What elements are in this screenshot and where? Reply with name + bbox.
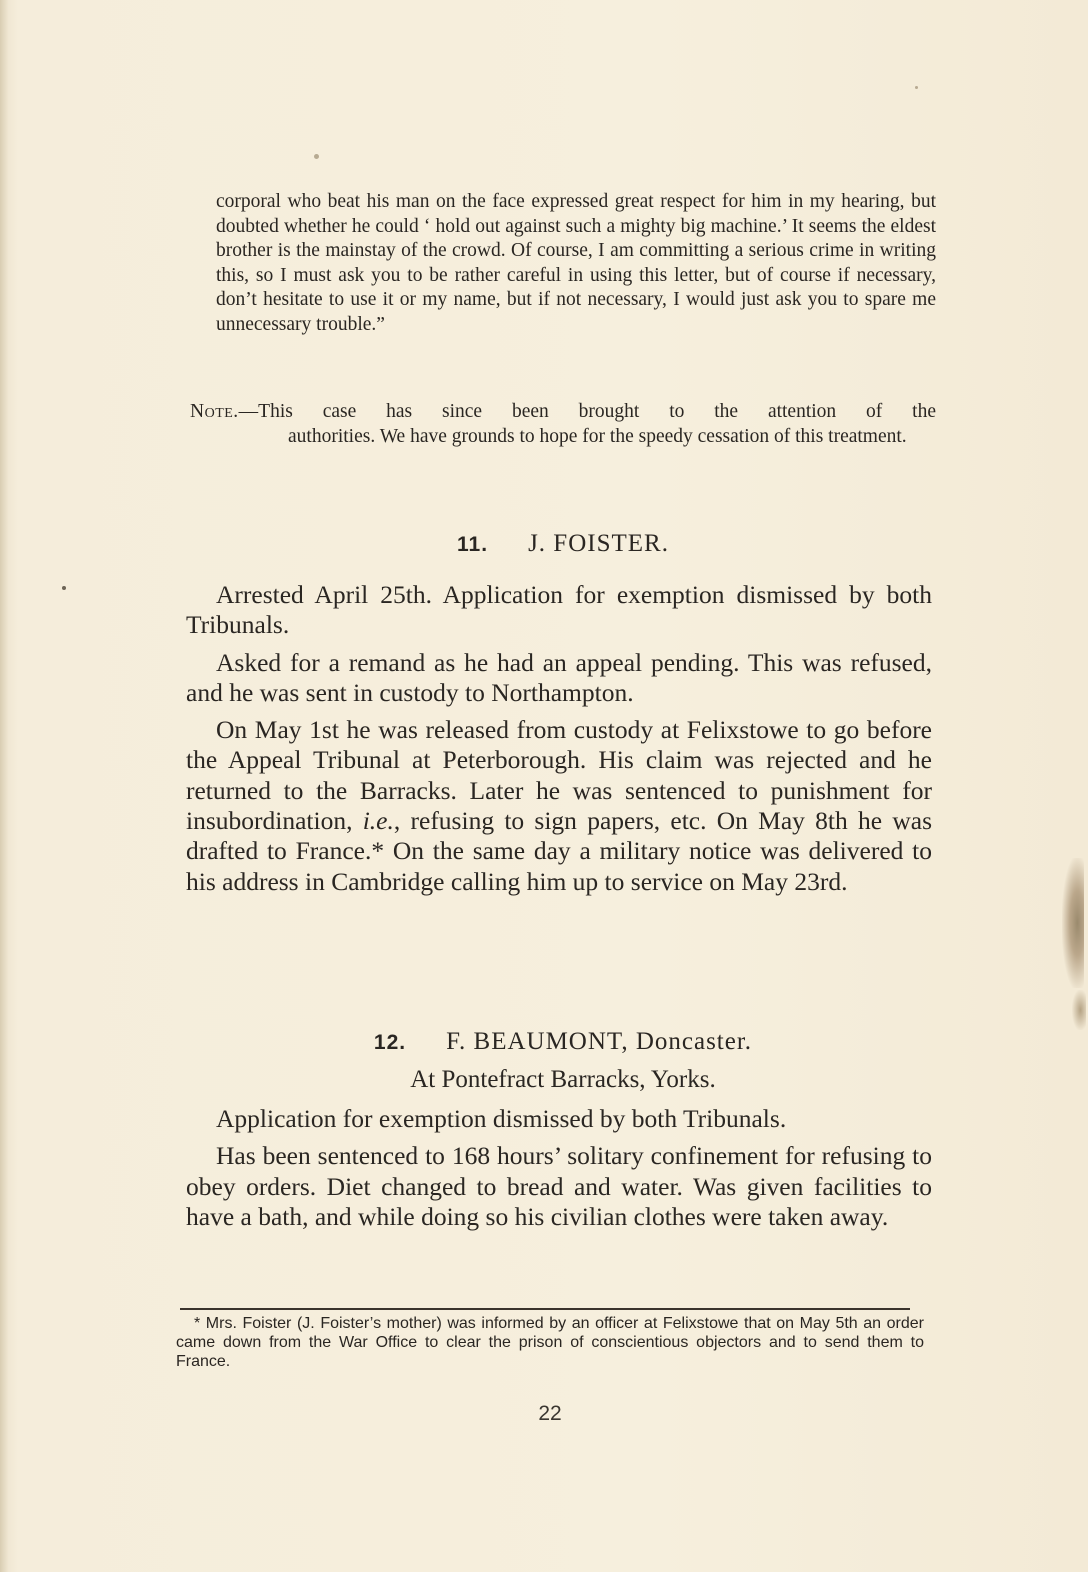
- case-name: F. BEAUMONT, Doncaster.: [446, 1028, 753, 1055]
- case-number: 12.: [373, 1031, 407, 1054]
- note-label: Note.: [190, 401, 239, 422]
- case-name: J. FOISTER.: [528, 530, 669, 557]
- case-12-location: At Pontefract Barracks, Yorks.: [410, 1066, 716, 1093]
- paragraph-text: , refusing to sign papers, etc. On May 8th he was drafted to France.* On the same day a military notice was delivered to his address in Cambridge calling him up to service on May 23rd.: [186, 806, 932, 896]
- case-12-body: [186, 1104, 932, 1239]
- paragraph: Arrested April 25th. Application for exemption dismissed by both Tribunals.: [186, 580, 932, 640]
- case-11-heading: [190, 530, 936, 558]
- footnote-rule: [180, 1308, 910, 1310]
- paper-stain: [1062, 858, 1084, 988]
- paragraph: [186, 715, 932, 897]
- page-edge: [0, 0, 8, 1572]
- letter-text: corporal who beat his man on the face expressed great respect for him in my hearing, but doubted whether he could ‘ hold out against such a mighty big machine.’ It seems the eldest brother is the mainstay of the crowd. Of course, I am committing a serious crime in writing this, so I must ask you to be rather careful in using this letter, but of course if necessary, don’t hesitate to use it or my name, but if not necessary, I would just ask you to spare me unnecessary trouble.”: [216, 191, 936, 335]
- paper-speck: [915, 86, 918, 89]
- footnote: [176, 1314, 924, 1371]
- letter-excerpt: [216, 190, 936, 338]
- paper-stain-small: [1072, 990, 1086, 1030]
- note-first-line: [190, 400, 936, 425]
- editorial-note: [190, 400, 936, 449]
- italic-text: i.e.: [362, 806, 394, 836]
- paragraph: Application for exemption dismissed by both Tribunals.: [216, 1104, 787, 1133]
- note-line1-text: —This case has since been brought to the attention of the: [238, 401, 936, 422]
- paragraph: Asked for a remand as he had an appeal pending. This was refused, and he was sent in custody to Northampton.: [186, 647, 932, 707]
- page-number: 22: [538, 1402, 562, 1425]
- case-11-body: [186, 580, 932, 904]
- case-12-heading: [190, 1028, 936, 1056]
- paper-speck: [62, 586, 66, 590]
- case-number: 11.: [457, 533, 489, 556]
- note-continuation: authorities. We have grounds to hope for the speedy cessation of this treatment.: [288, 425, 907, 447]
- paragraph-text: On May 1st he was released from custody at Felixstowe to go before the Appeal Tribunal at Peterborough. His claim was rejected and he returned to the Barracks. Later he was sentenced to punishment for insubordination,: [186, 715, 932, 836]
- paragraph: Has been sentenced to 168 hours’ solitary confinement for refusing to obey orders. Diet changed to bread and water. Was given facilities to have a bath, and while doing so his civilian clothes were taken away.: [186, 1141, 932, 1231]
- paper-speck: [314, 154, 319, 159]
- footnote-text: * Mrs. Foister (J. Foister’s mother) was informed by an officer at Felixstowe that on May 5th an order came down from the War Office to clear the prison of conscientious objectors and to send them to France.: [176, 1315, 924, 1370]
